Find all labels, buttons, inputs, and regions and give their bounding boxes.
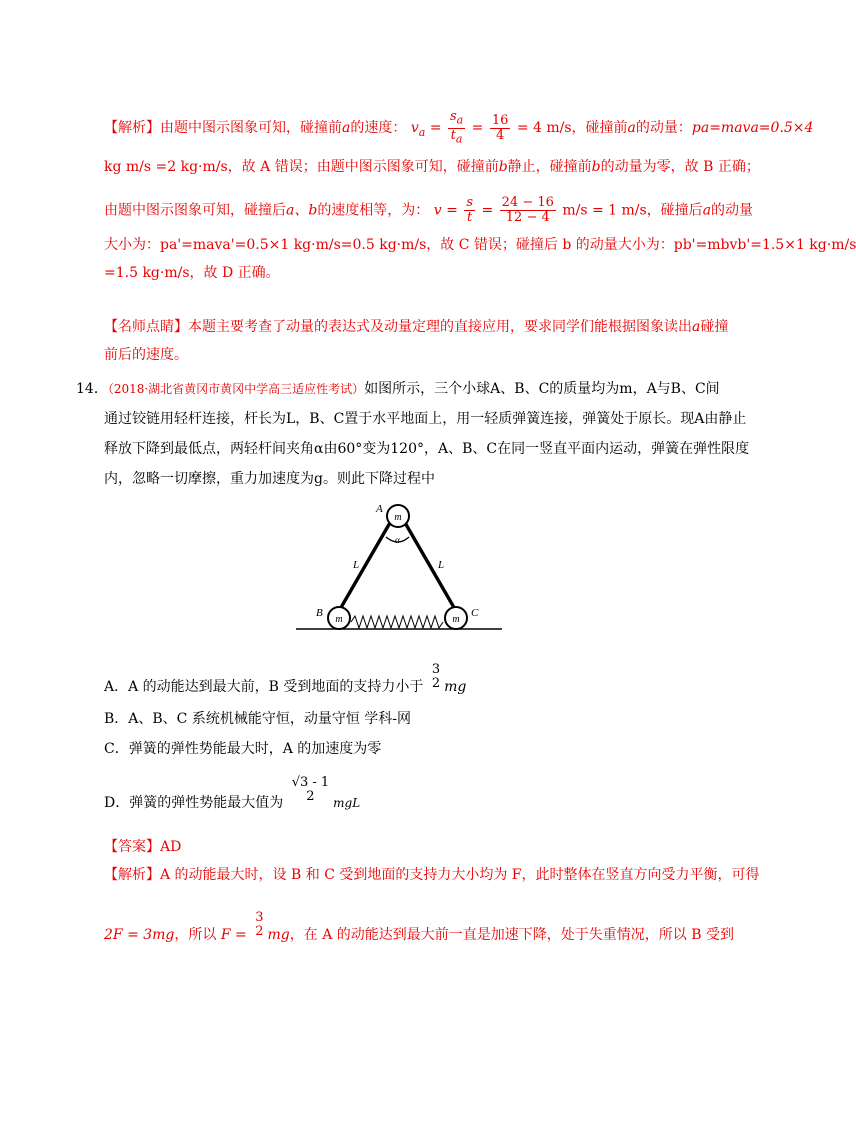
mass-label-c: m <box>452 614 460 625</box>
analysis1-line4: 大小为：pa'=mava'=0.5×1 kg·m/s=0.5 kg·m/s，故 C 错误；碰撞后 b 的动量大小为：pb'=mbvb'=1.5×1 kg·m/s <box>104 237 856 253</box>
label-l-right: L <box>438 559 445 571</box>
analysis1-line3: 由题中图示图象可知，碰撞后a、b的速度相等，为： v = $\frac{s}{t}$ = $\frac{24 - 16}{12 - 4}$ m/s = 1 m/s，碰撞后a的动量 <box>104 195 754 225</box>
rod-right <box>404 521 456 611</box>
analysis-tag: 【解析】 <box>104 120 160 137</box>
fraction-f-3-2: 3 2 <box>255 910 264 939</box>
option-b: B．A、B、C 系统机械能守恒，动量守恒 学科-网 <box>104 711 412 727</box>
fraction-16-4: $\frac{16}{4}$ <box>491 112 509 143</box>
fraction-24-16: $\frac{24 - 16}{12 - 4}$ <box>501 195 554 225</box>
question-line1: 14．（2018·湖北省黄冈市黄冈中学高三适应性考试）如图所示，三个小球A、B、C的质量均为m，A与B、C间 <box>76 381 720 397</box>
spring <box>351 616 443 628</box>
analysis2-line1: 【解析】A 的动能最大时，设 B 和 C 受到地面的支持力大小均为 F，此时整体在竖直方向受力平衡，可得 <box>104 867 760 883</box>
tip-line1: 【名师点睛】本题主要考查了动量的表达式及动量定理的直接应用，要求同学们能根据图象读出a碰撞 <box>104 319 729 335</box>
question-line4: 内，忽略一切摩擦，重力加速度为g。则此下降过程中 <box>104 471 435 487</box>
fraction-sa-ta: $\frac{s_a}{t_a}$ <box>449 109 464 146</box>
label-a: A <box>376 503 383 515</box>
option-c: C．弹簧的弹性势能最大时，A 的加速度为零 <box>104 741 382 757</box>
analysis1-line5: =1.5 kg·m/s，故 D 正确。 <box>104 265 280 281</box>
option-a: A．A 的动能达到最大前，B 受到地面的支持力小于 3 2 mg <box>104 662 467 695</box>
analysis2-line2: 2F = 3mg，所以 F = 3 2 mg，在 A 的动能达到最大前一直是加速下降，处于失重情况，所以 B 受到 <box>104 910 734 943</box>
analysis1-line2: kg m/s =2 kg·m/s，故 A 错误；由题中图示图象可知，碰撞前b静止，碰撞前b的动量为零，故 B 正确； <box>104 159 760 175</box>
answer-label: 【答案】AD <box>104 839 182 855</box>
label-alpha: α <box>395 535 400 545</box>
analysis1-line1: 【解析】由题中图示图象可知，碰撞前a的速度： $v_a$ = $\frac{s_a}{t_a}$ = $\frac{16}{4}$ = 4 m/s，碰撞前a的动量：pa=mava=0.5×4 <box>104 109 814 146</box>
tip-line2: 前后的速度。 <box>104 347 188 363</box>
label-l-left: L <box>353 559 360 571</box>
question-line3: 释放下降到最低点，两轻杆间夹角α由60°变为120°，A、B、C在同一竖直平面内运动，弹簧在弹性限度 <box>104 441 750 457</box>
fraction-s-t: $\frac{s}{t}$ <box>466 195 473 225</box>
question-source: （2018·湖北省黄冈市黄冈中学高三适应性考试） <box>107 382 365 396</box>
eq-va: $v_a$ <box>410 120 426 139</box>
mass-label-a: m <box>394 512 402 523</box>
triangle-spring-figure <box>0 500 800 660</box>
mass-label-b: m <box>335 614 343 625</box>
fraction-sqrt3-1-2: √3 - 1 2 <box>291 775 330 804</box>
question-line2: 通过铰链用轻杆连接，杆长为L，B、C置于水平地面上，用一轻质弹簧连接，弹簧处于原长。现A由静止 <box>104 411 747 427</box>
option-d: D．弹簧的弹性势能最大值为 √3 - 1 2 mgL <box>104 775 361 811</box>
fraction-3-2: 3 2 <box>431 662 441 691</box>
label-c: C <box>471 607 479 619</box>
label-b: B <box>316 607 323 619</box>
rod-left <box>339 521 391 611</box>
question-number: 14． <box>76 381 108 397</box>
